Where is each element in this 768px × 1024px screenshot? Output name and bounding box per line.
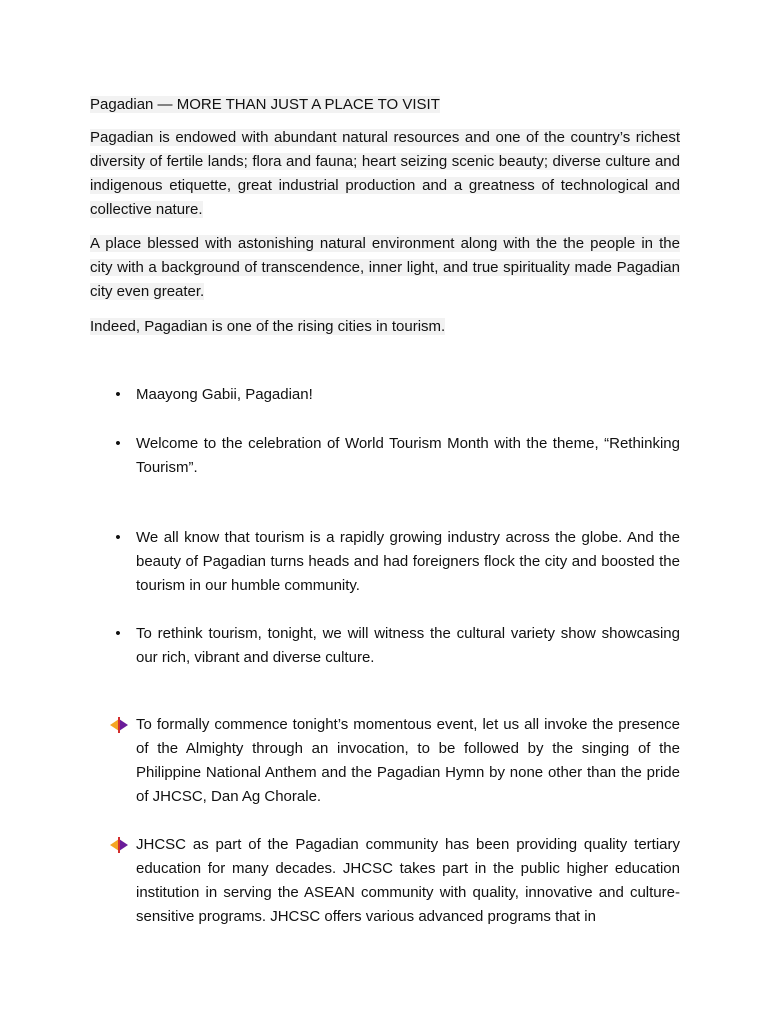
bullet-item (108, 383, 680, 407)
bullet-item (108, 526, 680, 598)
bullet-item (108, 432, 680, 480)
bullet-text: Welcome to the celebration of World Tourism Month with the theme, “Rethinking Tourism”. (136, 435, 680, 476)
arrow-bullet-item (108, 713, 680, 809)
document-title-text: Pagadian — MORE THAN JUST A PLACE TO VISIT (90, 96, 440, 113)
bullet-text: We all know that tourism is a rapidly growing industry across the globe. And the beauty of Pagadian turns heads and had foreigners flock the city and boosted the tourism in our humble community. (136, 529, 680, 594)
bullet-dot-icon: • (115, 529, 121, 546)
paragraph-3-text: Indeed, Pagadian is one of the rising cities in tourism. (90, 318, 446, 335)
bullet-dot-icon: • (115, 386, 121, 403)
paragraph-2-text: A place blessed with astonishing natural environment along with the the people in the city with a background of transcendence, inner light, and true spirituality made Pagadian city even greater. (90, 235, 680, 300)
arrow-bullet-icon (110, 717, 128, 733)
paragraph-1-text: Pagadian is endowed with abundant natural resources and one of the country’s richest diversity of fertile lands; flora and fauna; heart seizing scenic beauty; diverse culture and indigenous etiquette, great industrial production and a greatness of technological and collective nature. (90, 129, 680, 218)
arrow-bullet-text: To formally commence tonight’s momentous event, let us all invoke the presence of the Almighty through an invocation, to be followed by the singing of the Philippine National Anthem and the Pagadian Hymn by none other than the pride of JHCSC, Dan Ag Chorale. (136, 716, 680, 805)
bullet-dot-icon: • (115, 625, 121, 642)
bullet-text: Maayong Gabii, Pagadian! (136, 386, 313, 403)
document-title (90, 93, 680, 117)
arrow-bullet-item (108, 833, 680, 929)
arrow-bullet-icon (110, 837, 128, 853)
bullet-text: To rethink tourism, tonight, we will witness the cultural variety show showcasing our rich, vibrant and diverse culture. (136, 625, 680, 666)
paragraph-1 (90, 126, 680, 222)
paragraph-3 (90, 315, 680, 339)
bullet-dot-icon: • (115, 435, 121, 452)
paragraph-2 (90, 232, 680, 304)
bullet-item (108, 622, 680, 670)
arrow-bullet-text: JHCSC as part of the Pagadian community has been providing quality tertiary education for many decades. JHCSC takes part in the public higher education institution in serving the ASEAN community with quality, innovative and culture-sensitive programs. JHCSC offers various advanced programs that in (136, 836, 680, 925)
